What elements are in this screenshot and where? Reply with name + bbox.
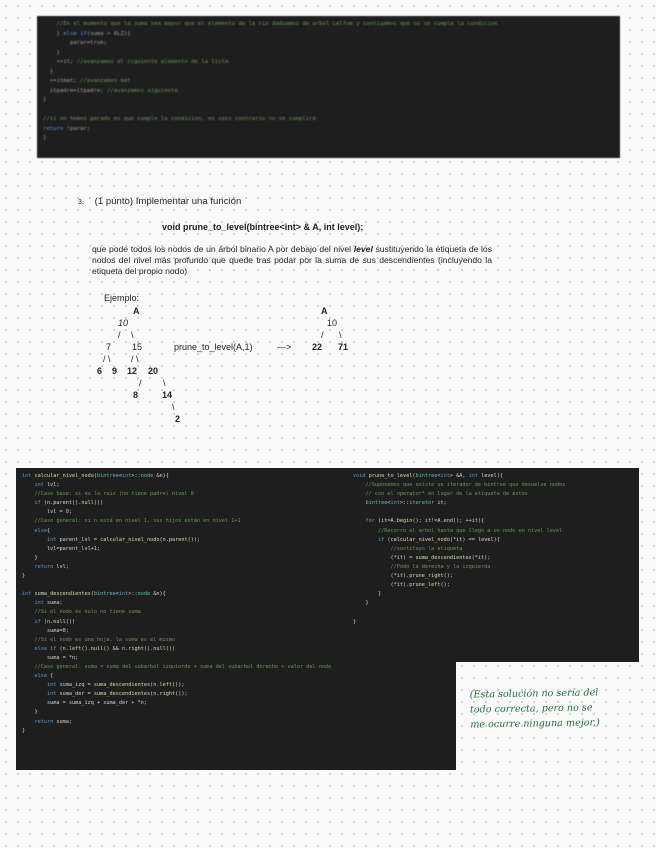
right-tree-root: 10 xyxy=(327,318,338,328)
code-line: //Recorro el arbol hasta que llego a un nodo en nivel level xyxy=(378,527,563,534)
transform-arrow: ---> xyxy=(277,342,292,352)
code-line: return !parar; xyxy=(43,125,91,132)
code-line: //Podo la derecha y la izquierda xyxy=(390,563,491,570)
code-line: ++itmat; //avanzamos mat xyxy=(43,78,131,84)
code-line: //Si el nodo es nulo no tiene suma xyxy=(34,609,141,616)
description-post: sustituyendo la etiqueta de los nodos del nivel más profundo que quede tras podar por la suma de sus descendientes (incluyendo la etiqueta del propio nodo) xyxy=(92,244,492,276)
code-line: } xyxy=(353,600,369,607)
code-line: } xyxy=(43,49,60,56)
code-line xyxy=(353,608,633,617)
code-line: } xyxy=(22,727,26,734)
note-line: me ocurre ninguna mejor.) xyxy=(470,717,600,731)
tree-edge: / xyxy=(139,378,142,388)
code-line: } xyxy=(43,68,54,75)
question-description xyxy=(92,244,492,277)
code-line: int calcular_nivel_nodo(bintree<int>::node &n){ xyxy=(22,473,169,479)
code-line: suma=0; xyxy=(22,627,69,634)
code-line: //Suponemos que existe un iterador de bintree que devuelve nodos xyxy=(365,482,566,489)
left-tree-node: 6 xyxy=(97,366,103,376)
code-line: (*it) = suma_descendientes(*it); xyxy=(353,554,491,561)
tree-edge: \ xyxy=(339,330,342,340)
code-line: else { xyxy=(34,673,54,680)
code-line: } else if(suma > ALZ){ xyxy=(43,30,131,37)
description-level-word: level xyxy=(353,244,373,254)
code-line: bintree<int>::iterator it; xyxy=(365,500,447,507)
code-block-top xyxy=(37,16,620,158)
note-line: todo correcta, pero no se xyxy=(469,702,593,716)
left-tree-node: 12 xyxy=(127,366,138,376)
example-label: Ejemplo: xyxy=(104,293,140,303)
code-line xyxy=(353,508,633,517)
code-line: //sustituyo la etiqueta xyxy=(390,545,463,552)
right-tree-node: 22 xyxy=(312,342,323,352)
code-line: if (n.parent().null()) xyxy=(34,500,104,507)
tree-edge: \ xyxy=(163,378,166,388)
tree-edge: / \ xyxy=(103,354,111,364)
code-line: lvl = 0; xyxy=(22,509,72,516)
code-line: int lvl; xyxy=(34,482,60,489)
left-tree-node: 14 xyxy=(162,390,173,400)
code-line: ++it; //avanzamos al siguiente elemento de la lista xyxy=(43,59,229,65)
code-line: //Si el nodo es una hoja, la suma es el mismo xyxy=(34,636,176,643)
code-line: } xyxy=(22,709,38,716)
code-line: parar=true; xyxy=(43,40,107,46)
left-tree-node: 9 xyxy=(112,366,118,376)
code-line: else{ xyxy=(34,527,51,534)
code-line: //Caso general: suma = suma del subarbol izquierdo + suma del subarbol derecho + valor del nodo xyxy=(34,663,332,670)
code-line: // con el operator* en lugar de la etiqueta de éstos xyxy=(365,491,528,498)
note-line: (Esta solución no sería del xyxy=(469,687,599,701)
code-line: } xyxy=(353,591,382,598)
question-number: 3. xyxy=(78,199,84,206)
code-line: itpadre=itpadre; //avanzamos siguiente xyxy=(43,87,178,94)
prune-call: prune_to_level(A,1) xyxy=(174,342,253,352)
handwritten-note xyxy=(470,684,649,732)
question-heading-text: (1 punto) Implementar una función xyxy=(94,196,242,207)
code-line: (*it).prune_left(); xyxy=(353,582,450,589)
code-line: else if (n.left().null() && n.right().null()) xyxy=(34,645,176,652)
code-line: void prune_to_level(bintree<int> &A, int level){ xyxy=(353,473,503,479)
description-pre: que pode todos los nodos de un árbol binario A por debajo del nivel xyxy=(92,244,354,254)
left-tree-node: 15 xyxy=(132,342,143,352)
code-line: //En el momento que la suma sea mayor que el elemento de la rio daduamos de arbol Lelfom y contiuamos que no se cumple la condicion xyxy=(56,21,498,27)
code-line: //Caso base: si es la raiz (no tiene padre) nivel 0 xyxy=(34,491,194,498)
right-tree-name: A xyxy=(321,306,328,316)
tree-edge: \ xyxy=(172,402,175,412)
left-tree-node: 2 xyxy=(175,414,181,424)
code-line: (*it).prune_right(); xyxy=(353,573,453,580)
code-line: } xyxy=(22,554,38,561)
code-line: //si no hemos parado es que cumple la condicion, es caso contrario no se cumplira xyxy=(43,116,316,122)
code-line: if (calcular_nivel_nodo(*it) == level){ xyxy=(378,536,500,543)
left-tree-name: A xyxy=(133,306,140,316)
code-block-prune xyxy=(347,468,639,662)
left-tree-node: 20 xyxy=(148,366,159,376)
code-line: if (n.null()) xyxy=(34,618,76,625)
code-line: } xyxy=(22,573,26,580)
left-tree-node: 7 xyxy=(106,342,112,352)
code-line: for (it=A.begin(); it!=A.end(); ++it){ xyxy=(365,518,485,525)
tree-edge: / \ xyxy=(131,354,139,364)
code-line: int suma_izq = suma_descendientes(n.left()); xyxy=(47,682,185,689)
code-line: lvl=parent_lvl+1; xyxy=(22,545,101,552)
code-line xyxy=(43,106,614,116)
tree-edge: / xyxy=(118,330,121,340)
code-line: suma = *n; xyxy=(22,654,79,661)
tree-edge: / xyxy=(321,330,324,340)
code-line: } xyxy=(43,135,47,141)
question-heading xyxy=(78,196,241,207)
code-line: } xyxy=(43,97,47,103)
left-tree-root: 10 xyxy=(118,318,129,328)
right-tree-node: 71 xyxy=(338,342,349,352)
code-line: int suma_descendientes(bintree<int>::node &n){ xyxy=(22,591,166,598)
function-signature: void prune_to_level(bintree<int> & A, int level); xyxy=(162,222,364,232)
code-line: int suma; xyxy=(34,600,63,607)
code-line: int suma_der = suma_descendientes(n.right()); xyxy=(47,691,188,698)
code-line: suma = suma_izq + suma_der + *n; xyxy=(22,700,147,707)
tree-edge: \ xyxy=(131,330,134,340)
code-line: return lvl; xyxy=(34,563,69,570)
code-line: } xyxy=(353,618,357,625)
code-line: int parent_lvl = calcular_nivel_nodo(n.parent()); xyxy=(47,536,201,543)
code-line: //Caso general: si n está en nivel 1, sus hijos están en nivel 1+1 xyxy=(34,518,241,525)
code-line: return suma; xyxy=(34,718,72,725)
left-tree-node: 8 xyxy=(133,390,139,400)
